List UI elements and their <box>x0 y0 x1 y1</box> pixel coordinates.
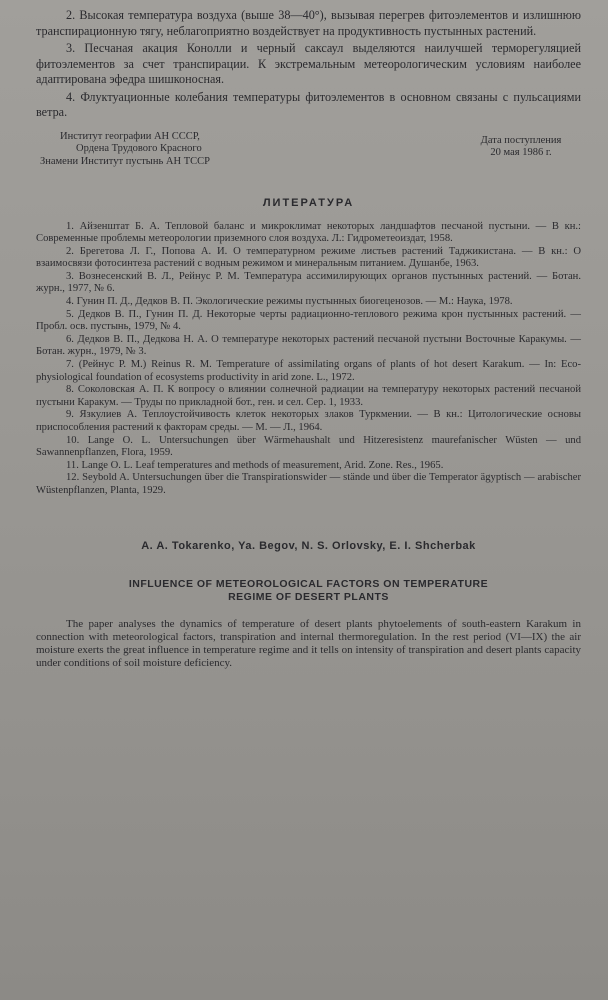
institution-list <box>40 131 340 169</box>
reference-item: 5. Дедков В. П., Гунин П. Д. Некоторые черты радиационно-теплового режима крон пустынных растений. — Пробл. осв. пустынь, 1979, № 4. <box>36 308 581 333</box>
reference-item: 12. Seybold A. Untersuchungen über die Transpirationswider — stände und über die Temperator ägyptisch — arabischer Wüstenpflanzen, Planta, 1929. <box>36 472 581 496</box>
received-date-label: Дата поступления <box>480 134 562 146</box>
reference-item: 9. Язкулиев А. Теплоустойчивость клеток некоторых злаков Туркмении. — В кн.: Цитологические основы приспособления растений к факторам среды. — М. — Л., 1964. <box>36 409 581 433</box>
english-authors: A. A. Tokarenko, Ya. Begov, N. S. Orlovsky, E. I. Shcherbak <box>141 539 476 552</box>
paper-page <box>36 8 581 681</box>
conclusion-paragraph: 3. Песчаная акация Конолли и черный саксаул выделяются наилучшей терморегуляцией фитоэлементов за счет транспирации. К экстремальным метеорологическим условиям наиболее адаптирована эфедра шишконосная. <box>36 41 581 86</box>
reference-item: 11. Lange O. L. Leaf temperatures and methods of measurement, Arid. Zone. Res., 1965. <box>66 459 444 471</box>
literature-heading: ЛИТЕРАТУРА <box>262 196 355 209</box>
reference-item: 4. Гунин П. Д., Дедков В. П. Экологические режимы пустынных биогеценозов. — М.: Наука, 1978. <box>66 296 513 308</box>
institution-line: Знамени Институт пустынь АН ТССР <box>40 155 210 167</box>
conclusion-paragraph: 2. Высокая температура воздуха (выше 38—40°), вызывая перегрев фитоэлементов и излишнюю транспирационную тягу, неблагоприятно воздействует на продуктивность пустынных растений. <box>36 8 581 38</box>
english-title-line: INFLUENCE OF METEOROLOGICAL FACTORS ON TEMPERATURE <box>128 577 489 590</box>
received-date <box>461 135 581 160</box>
institution-line: Институт географии АН СССР, <box>60 130 200 142</box>
english-title <box>36 578 581 604</box>
reference-list <box>36 221 581 498</box>
reference-item: 6. Дедков В. П., Дедкова Н. А. О температуре некоторых растений песчаной пустыни Восточные Каракумы. — Ботан. журн., 1979, № 3. <box>36 333 581 358</box>
english-title-line: REGIME OF DESERT PLANTS <box>228 590 389 603</box>
reference-item: 10. Lange O. L. Untersuchungen über Wärmehaushalt und Hitzeresistenz maurefanischer Wüsten — und Sawannenpflanzen, Flora, 1959. <box>36 434 581 459</box>
reference-item: 7. (Рейнус Р. М.) Reinus R. M. Temperature of assimilating organs of plants of hot desert Karakum. — In: Eco-physiological foundation of ecosystems productivity in arid zone. L., 1972. <box>36 359 581 383</box>
english-abstract: The paper analyses the dynamics of temperature of desert plants phytoelements of south-eastern Karakum in connection with meteorological factors, transpiration and internal thermoregulation. In the rest period (VI—IX) the air moisture exerts the great influence in temperature regime and it tells on intensity of transpiration and desert plants capacity under conditions of soil moisture deficiency. <box>36 617 581 669</box>
reference-item: 3. Вознесенский В. Л., Рейнус Р. М. Температура ассимилирующих органов пустынных растений. — Ботан. журн., 1977, № 6. <box>36 270 581 295</box>
reference-item: 2. Брегетова Л. Г., Попова А. И. О температурном режиме листьев растений Таджикистана. — В кн.: О взаимосвязи фотосинтеза растений с водным режимом и минеральным питанием. Душанбе, 1963. <box>36 245 581 270</box>
reference-item: 8. Соколовская А. П. К вопросу о влиянии солнечной радиации на температуру некоторых растений песчаной пустыни Каракум. — Труды по прикладной бот., ген. и сел. Сер. 1, 1933. <box>36 384 581 408</box>
affiliation-block <box>36 131 581 175</box>
institution-line: Ордена Трудового Красного <box>76 143 202 154</box>
reference-item: 1. Айзенштат Б. А. Тепловой баланс и микроклимат некоторых ландшафтов песчаной пустыни. — В кн.: Современные проблемы метеорологии приземного слоя воздуха. Л.: Гидрометеоиздат, 1958. <box>36 220 581 245</box>
received-date-value: 20 мая 1986 г. <box>490 147 552 158</box>
conclusion-paragraph: 4. Флуктуационные колебания температуры фитоэлементов в основном связаны с пульсациями ветра. <box>36 89 581 119</box>
